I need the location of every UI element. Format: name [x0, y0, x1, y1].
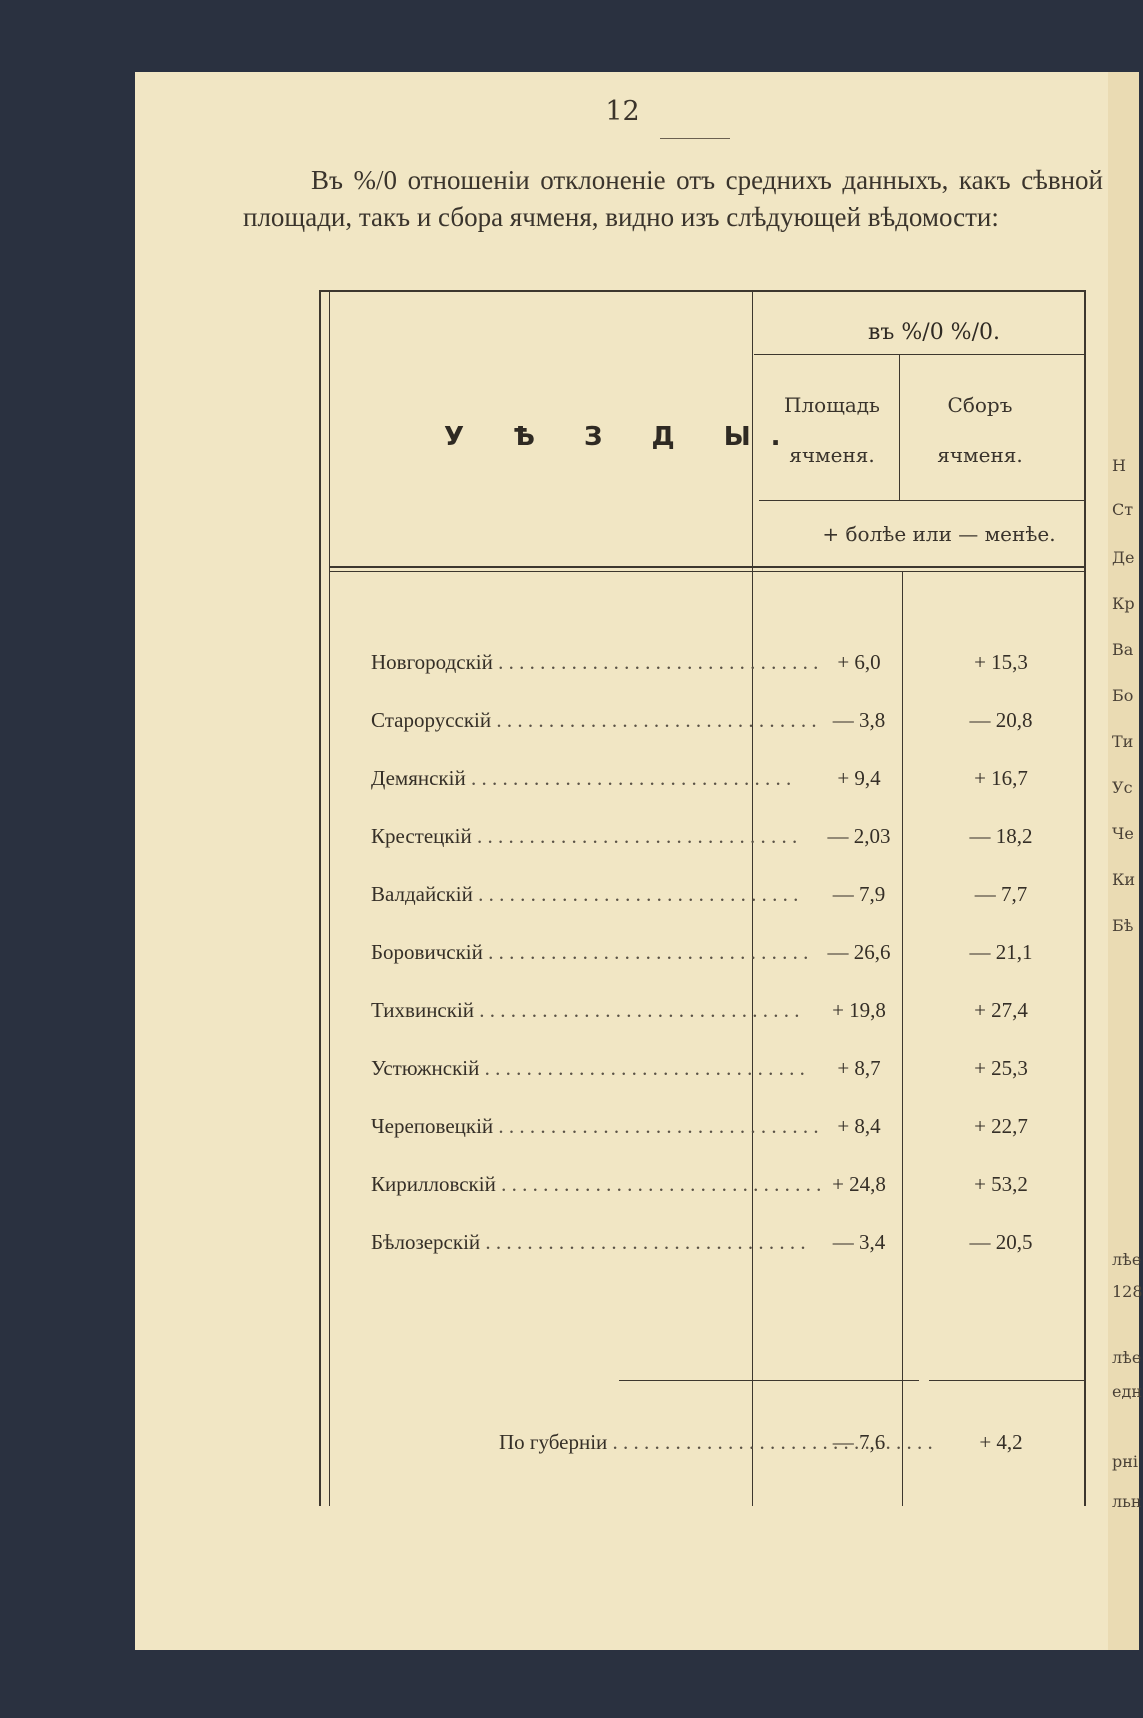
edge-fragment: Бо	[1112, 686, 1134, 705]
yield-value: + 16,7	[974, 766, 1028, 790]
district-name: Новгородскiй . . .	[371, 650, 751, 675]
page-number-ornament	[660, 132, 730, 139]
edge-fragment: Че	[1112, 824, 1134, 843]
table-row	[319, 1056, 1084, 1096]
yield-value: — 7,7	[974, 882, 1028, 906]
districts-header: У Ѣ З Д Ы.	[444, 422, 801, 452]
district-name: Старорусскiй . . .	[371, 708, 751, 733]
percent-header: въ %/0 %/0.	[868, 320, 1000, 345]
deviation-table	[319, 290, 1084, 1506]
yield-value: — 20,8	[969, 708, 1033, 732]
table-row	[319, 998, 1084, 1038]
total-label: По губернiи . . .	[499, 1430, 754, 1455]
intro-paragraph: Въ %/0 отношенiи отклоненiе отъ среднихъ данныхъ, какъ сѣвной площади, такъ и сбора ячменя, видно изъ слѣдующей вѣдомости:	[243, 165, 1103, 232]
yield-value: + 27,4	[974, 998, 1028, 1022]
area-value: — 3,8	[832, 708, 886, 732]
edge-fragment: Де	[1112, 548, 1135, 567]
table-row	[319, 708, 1084, 748]
table-row	[319, 1172, 1084, 1212]
edge-fragment: льн	[1112, 1492, 1142, 1511]
total-row	[319, 1430, 1084, 1470]
sign-legend: + болѣе или — менѣе.	[822, 522, 1056, 546]
area-value: + 8,4	[837, 1114, 881, 1138]
edge-fragment: Ва	[1112, 640, 1134, 659]
edge-fragment: лѣе	[1112, 1250, 1142, 1269]
area-value: + 6,0	[837, 650, 881, 674]
district-name: Боровичскiй . . .	[371, 940, 751, 965]
page-number: 12	[605, 96, 640, 127]
district-name: Устюжнскiй . . .	[371, 1056, 751, 1081]
table-row	[319, 824, 1084, 864]
area-value: + 8,7	[837, 1056, 881, 1080]
table-row	[319, 1230, 1084, 1270]
edge-fragment: Н	[1112, 456, 1126, 475]
district-name: Кирилловскiй . . .	[371, 1172, 751, 1197]
district-name: Крестецкiй . . .	[371, 824, 751, 849]
edge-fragment: Ус	[1112, 778, 1133, 797]
area-header-line1: Площадь	[784, 393, 880, 417]
yield-value: — 18,2	[969, 824, 1033, 848]
table-row	[319, 650, 1084, 690]
area-value: — 3,4	[832, 1230, 886, 1254]
edge-fragment: Ти	[1112, 732, 1134, 751]
table-row	[319, 1114, 1084, 1154]
yield-value: + 53,2	[974, 1172, 1028, 1196]
yield-value: + 22,7	[974, 1114, 1028, 1138]
edge-fragment: Ст	[1112, 500, 1134, 519]
document-page	[135, 72, 1110, 1650]
yield-header-line1: Сборъ	[947, 393, 1013, 417]
area-value: — 26,6	[827, 940, 891, 964]
edge-fragment: рнi	[1112, 1452, 1139, 1471]
total-area-value: — 7,6	[832, 1430, 886, 1454]
area-value: — 7,9	[832, 882, 886, 906]
yield-value: — 21,1	[969, 940, 1033, 964]
edge-fragment: 128	[1112, 1282, 1143, 1301]
table-row	[319, 882, 1084, 922]
area-value: + 24,8	[832, 1172, 886, 1196]
table-row	[319, 940, 1084, 980]
area-header-line2: ячменя.	[789, 443, 875, 467]
area-value: + 19,8	[832, 998, 886, 1022]
yield-value: + 25,3	[974, 1056, 1028, 1080]
yield-value: — 20,5	[969, 1230, 1033, 1254]
yield-value: + 15,3	[974, 650, 1028, 674]
district-name: Демянскiй . . .	[371, 766, 751, 791]
edge-fragment: Ки	[1112, 870, 1136, 889]
area-value: — 2,03	[827, 824, 891, 848]
yield-header-line2: ячменя.	[937, 443, 1023, 467]
edge-fragment: Бѣ	[1112, 916, 1134, 935]
edge-fragment: Кр	[1112, 594, 1135, 613]
district-name: Валдайскiй . . .	[371, 882, 751, 907]
edge-fragment: едн	[1112, 1382, 1142, 1401]
next-page-edge	[1108, 72, 1143, 1650]
district-name: Тихвинскiй . . .	[371, 998, 751, 1023]
area-value: + 9,4	[837, 766, 881, 790]
district-name: Бѣлозерскiй . . .	[371, 1230, 751, 1255]
district-name: Череповецкiй . . .	[371, 1114, 751, 1139]
table-row	[319, 766, 1084, 806]
total-yield-value: + 4,2	[979, 1430, 1023, 1454]
edge-fragment: лѣе	[1112, 1348, 1142, 1367]
